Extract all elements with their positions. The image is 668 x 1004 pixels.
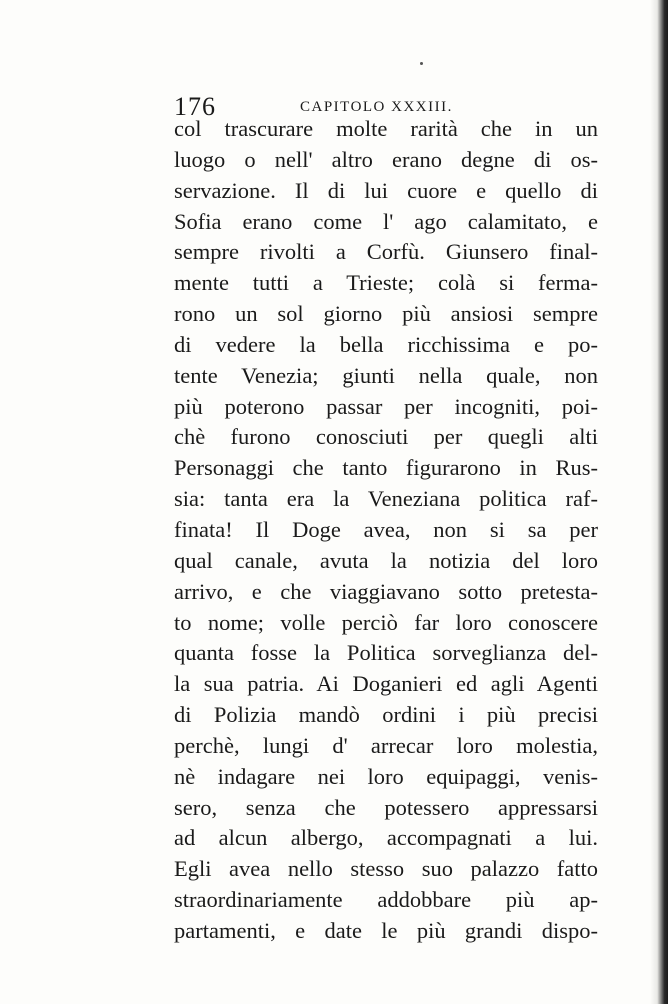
running-head: CAPITOLO XXXIII. <box>300 99 453 115</box>
text-line: Egli avea nello stesso suo palazzo fatto <box>174 856 598 882</box>
text-line: Personaggi che tanto figurarono in Rus- <box>174 455 598 481</box>
text-line: qual canale, avuta la notizia del loro <box>174 547 598 573</box>
book-spine-edge <box>650 0 668 1004</box>
text-line: sero, senza che potessero appressarsi <box>174 794 598 820</box>
text-line: servazione. Il di lui cuore e quello di <box>174 177 598 203</box>
text-line: Sofia erano come l' ago calamitato, e <box>174 208 598 234</box>
text-line: quanta fosse la Politica sorveglianza del- <box>174 640 598 666</box>
text-line: tente Venezia; giunti nella quale, non <box>174 362 598 388</box>
text-line: ad alcun albergo, accompagnati a lui. <box>174 825 598 851</box>
text-line: col trascurare molte rarità che in un <box>174 116 598 141</box>
page-number: 176 <box>174 92 216 121</box>
text-line: rono un sol giorno più ansiosi sempre <box>174 301 598 327</box>
text-line: la sua patria. Ai Doganieri ed agli Agenti <box>174 671 598 697</box>
text-line: straordinariamente addobbare più ap- <box>174 887 598 913</box>
text-line: finata! Il Doge avea, non si sa per <box>174 516 598 542</box>
text-line: più poterono passar per incogniti, poi- <box>174 393 598 419</box>
text-line: luogo o nell' altro erano degne di os- <box>174 146 598 172</box>
text-line: mente tutti a Trieste; colà si ferma- <box>174 270 598 296</box>
text-line: to nome; volle perciò far loro conoscere <box>174 609 598 635</box>
text-line: arrivo, e che viaggiavano sotto pretesta- <box>174 578 598 604</box>
text-line: partamenti, e date le più grandi dispo- <box>174 917 598 943</box>
text-line: di Polizia mandò ordini i più precisi <box>174 702 598 728</box>
ink-speck <box>420 62 423 65</box>
text-line: perchè, lungi d' arrecar loro molestia, <box>174 732 598 758</box>
body-text <box>174 114 598 947</box>
text-line: nè indagare nei loro equipaggi, venis- <box>174 763 598 789</box>
text-line: sia: tanta era la Veneziana politica raf- <box>174 486 598 512</box>
text-line: di vedere la bella ricchissima e po- <box>174 331 598 357</box>
text-line: chè furono conosciuti per quegli alti <box>174 424 598 450</box>
text-line: sempre rivolti a Corfù. Giunsero final- <box>174 239 598 265</box>
